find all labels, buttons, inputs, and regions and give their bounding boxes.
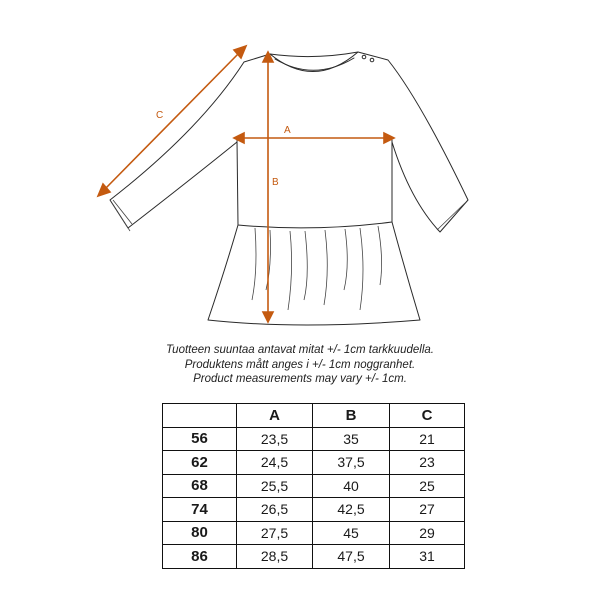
value-c-cell: 23 [390,451,465,475]
note-swedish: Produktens mått anges i +/- 1cm noggranhet. [184,358,416,371]
label-c: C [156,110,164,121]
value-b-cell: 47,5 [313,545,390,569]
label-b: B [272,177,279,188]
size-chart-table [162,403,465,569]
header-c: C [390,404,465,428]
table-row [163,545,465,569]
table-row [163,521,465,545]
header-a: A [237,404,313,428]
table-row [163,451,465,475]
dress-outline [110,52,468,325]
value-b-cell: 42,5 [313,498,390,522]
size-cell: 74 [163,498,237,522]
measurement-c-arrow [98,46,246,196]
measurement-a-arrow [234,125,394,143]
size-cell: 86 [163,545,237,569]
value-b-cell: 40 [313,474,390,498]
table-header-row [163,404,465,428]
size-cell: 68 [163,474,237,498]
size-cell: 62 [163,451,237,475]
value-a-cell: 25,5 [237,474,313,498]
note-english: Product measurements may vary +/- 1cm. [193,373,407,385]
measurement-notes [0,343,600,387]
size-cell: 56 [163,427,237,451]
value-c-cell: 27 [390,498,465,522]
value-b-cell: 45 [313,521,390,545]
value-b-cell: 37,5 [313,451,390,475]
value-a-cell: 23,5 [237,427,313,451]
value-c-cell: 29 [390,521,465,545]
measurement-b-arrow [263,52,279,322]
header-size [163,404,237,428]
value-a-cell: 24,5 [237,451,313,475]
value-c-cell: 21 [390,427,465,451]
table-row [163,474,465,498]
note-finnish: Tuotteen suuntaa antavat mitat +/- 1cm tarkkuudella. [166,344,434,356]
value-a-cell: 27,5 [237,521,313,545]
label-a: A [284,125,291,136]
table-row [163,427,465,451]
value-a-cell: 26,5 [237,498,313,522]
value-c-cell: 25 [390,474,465,498]
value-b-cell: 35 [313,427,390,451]
header-b: B [313,404,390,428]
size-cell: 80 [163,521,237,545]
table-row [163,498,465,522]
value-c-cell: 31 [390,545,465,569]
value-a-cell: 28,5 [237,545,313,569]
